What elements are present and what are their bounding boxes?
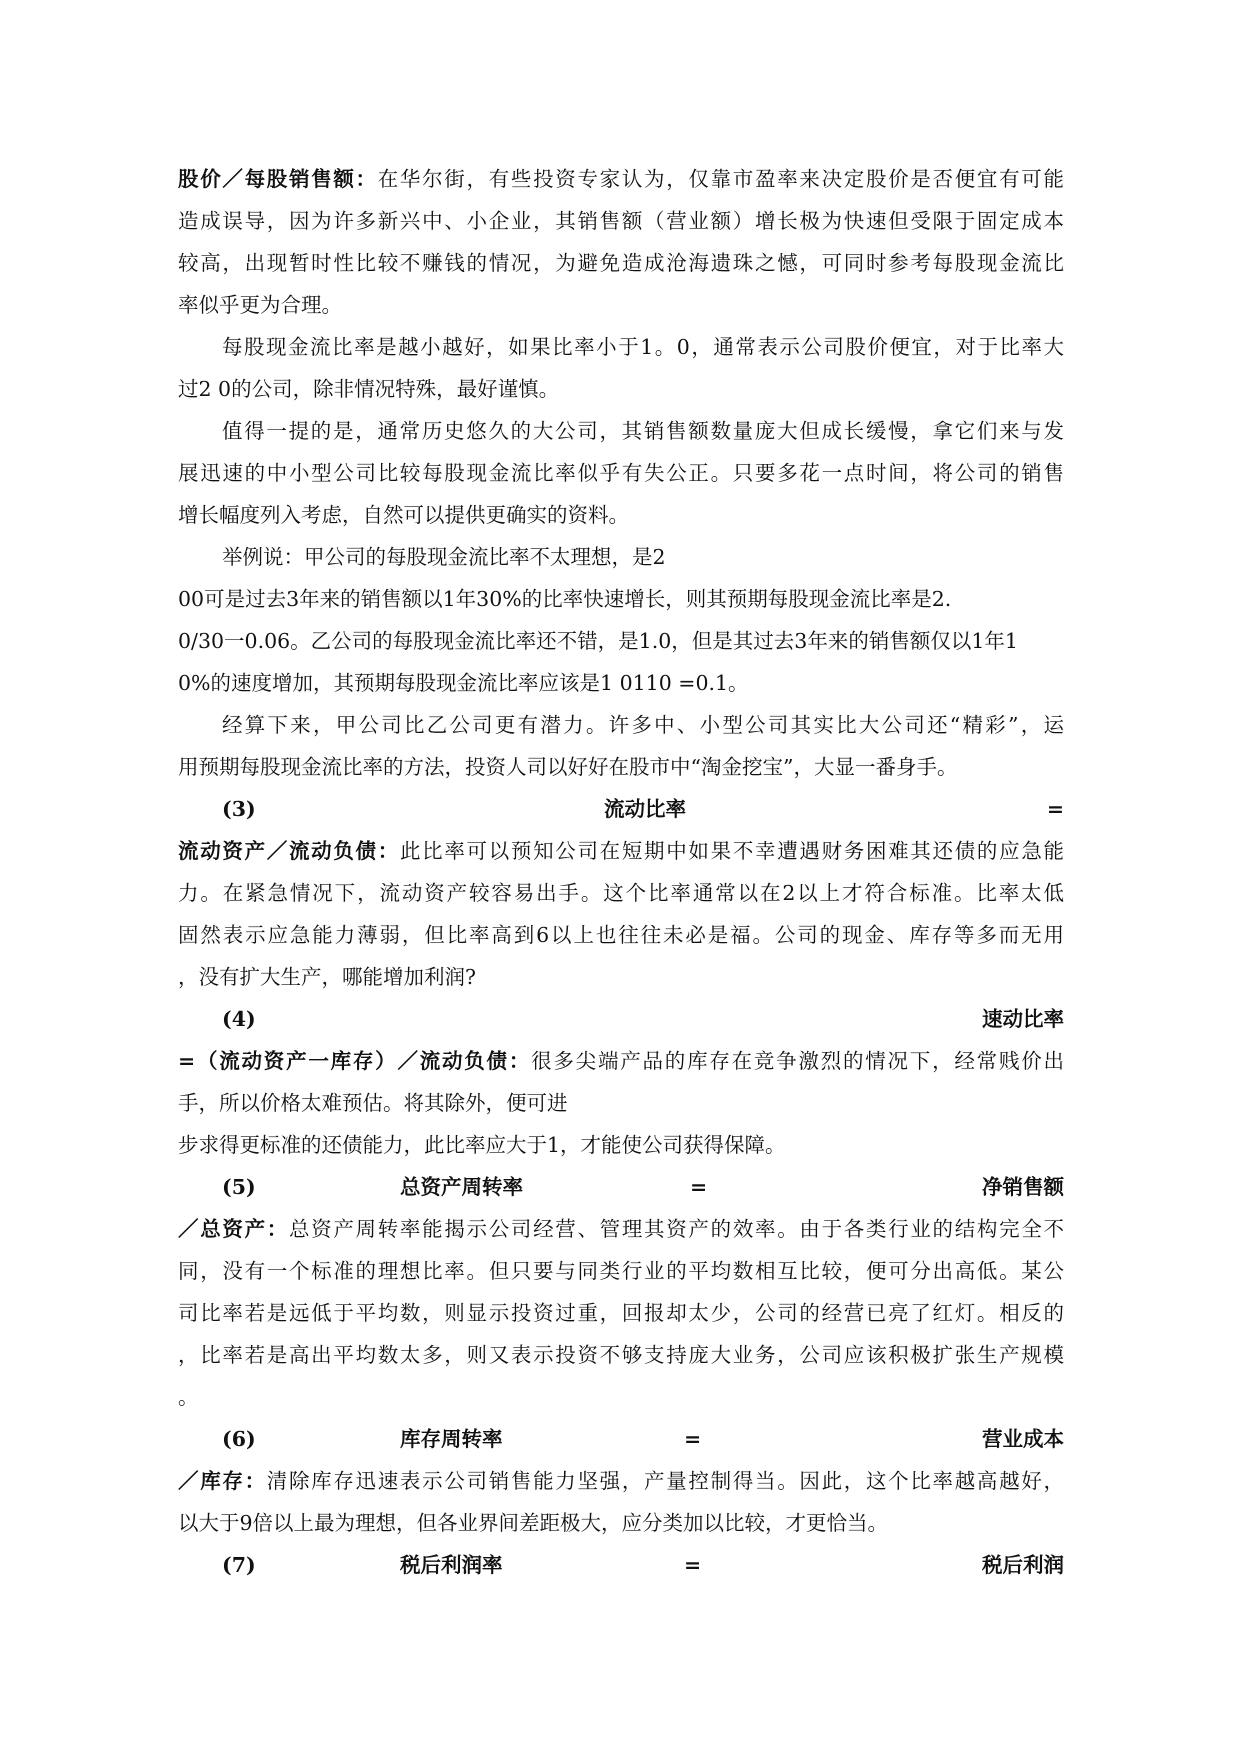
paragraph-line: 增长幅度列入考虑，自然可以提供更确实的资料。 <box>178 503 629 527</box>
formula-name: 库存周转率 <box>400 1427 503 1451</box>
paragraph-line: 用预期每股现金流比率的方法，投资人司以好好在股市中“淘金挖宝”，大显一番身手。 <box>178 755 958 779</box>
paragraph-line: 以大于9倍以上最为理想，但各业界间差距极大，应分类加以比较，才更恰当。 <box>178 1511 889 1535</box>
formula-number: (4) <box>222 1007 256 1031</box>
formula-row-5 <box>178 1166 1064 1208</box>
formula-number: (6) <box>222 1427 256 1451</box>
term-heading: 股价／每股销售额： <box>178 167 378 191</box>
formula-row-3 <box>178 788 1064 830</box>
formula-name: 流动比率 <box>604 797 686 821</box>
paragraph-line: 同，没有一个标准的理想比率。但只要与同类行业的平均数相互比较，便可分出高低。某公 <box>178 1259 1064 1283</box>
formula-name: 总资产周转率 <box>400 1175 523 1199</box>
formula-right-term: 净销售额 <box>982 1175 1064 1199</box>
term-heading: =（流动资产一库存）／流动负债： <box>178 1049 532 1073</box>
paragraph-line: 步求得更标准的还债能力，此比率应大于1，才能使公司获得保障。 <box>178 1133 786 1157</box>
formula-equals: = <box>690 1175 708 1199</box>
formula-equals: = <box>1046 797 1064 821</box>
paragraph-line: 展迅速的中小型公司比较每股现金流比率似乎有失公正。只要多花一点时间，将公司的销售 <box>178 461 1064 485</box>
paragraph-line: 0/30一0.06。乙公司的每股现金流比率还不错，是1.0，但是其过去3年来的销售额仅以1年1 <box>178 629 1018 653</box>
formula-row-6 <box>178 1418 1064 1460</box>
paragraph-line: 固然表示应急能力薄弱，但比率高到6以上也往往未必是福。公司的现金、库存等多而无用 <box>178 923 1064 947</box>
formula-number: (3) <box>222 797 256 821</box>
paragraph-line: ，比率若是高出平均数太多，则又表示投资不够支持庞大业务，公司应该积极扩张生产规模 <box>178 1343 1064 1367</box>
paragraph-line: 。 <box>178 1385 199 1409</box>
term-heading: ／库存： <box>178 1469 267 1493</box>
paragraph-line: 00可是过去3年来的销售额以1年30%的比率快速增长，则其预期每股现金流比率是2. <box>178 587 952 611</box>
paragraph-line: ／库存：清除库存迅速表示公司销售能力坚强，产量控制得当。因此，这个比率越高越好， <box>178 1469 1065 1493</box>
term-heading: 流动资产／流动负债： <box>178 839 400 863</box>
paragraph-line: 司比率若是远低于平均数，则显示投资过重，回报却太少，公司的经营已亮了红灯。相反的 <box>178 1301 1064 1325</box>
paragraph-line: 经算下来，甲公司比乙公司更有潜力。许多中、小型公司其实比大公司还“精彩”，运 <box>222 713 1064 737</box>
paragraph-line: 每股现金流比率是越小越好，如果比率小于1。0，通常表示公司股价便宜，对于比率大 <box>222 335 1064 359</box>
formula-number: (5) <box>222 1175 256 1199</box>
paragraph-line: 流动资产／流动负债：此比率可以预知公司在短期中如果不幸遭遇财务困难其还债的应急能 <box>178 839 1065 863</box>
formula-name: 速动比率 <box>982 1007 1064 1031</box>
paragraph-line: ，没有扩大生产，哪能增加利润? <box>178 965 476 989</box>
paragraph-line: =（流动资产一库存）／流动负债：很多尖端产品的库存在竞争激烈的情况下，经常贱价出 <box>178 1049 1065 1073</box>
formula-right-term: 税后利润 <box>982 1553 1064 1577</box>
formula-row-4 <box>178 998 1064 1040</box>
paragraph-line: 手，所以价格太难预估。将其除外，便可进 <box>178 1091 568 1115</box>
paragraph-line: 率似乎更为合理。 <box>178 293 342 317</box>
paragraph-line: 0%的速度增加，其预期每股现金流比率应该是1 0110 =0.1。 <box>178 671 749 695</box>
paragraph-line: 力。在紧急情况下，流动资产较容易出手。这个比率通常以在2以上才符合标准。比率太低 <box>178 881 1064 905</box>
paragraph-line: ／总资产：总资产周转率能揭示公司经营、管理其资产的效率。由于各类行业的结构完全不 <box>178 1217 1065 1241</box>
term-heading: ／总资产： <box>178 1217 289 1241</box>
formula-equals: = <box>684 1427 702 1451</box>
paragraph-line: 较高，出现暂时性比较不赚钱的情况，为避免造成沧海遗珠之憾，可同时参考每股现金流比 <box>178 251 1064 275</box>
formula-number: (7) <box>222 1553 256 1577</box>
formula-row-7 <box>178 1544 1064 1586</box>
paragraph-line: 值得一提的是，通常历史悠久的大公司，其销售额数量庞大但成长缓慢，拿它们来与发 <box>222 419 1064 443</box>
paragraph-line: 股价／每股销售额：在华尔街，有些投资专家认为，仅靠市盈率来决定股价是否便宜有可能 <box>178 167 1065 191</box>
formula-right-term: 营业成本 <box>982 1427 1064 1451</box>
paragraph-line: 过2 0的公司，除非情况特殊，最好谨慎。 <box>178 377 560 401</box>
document-page <box>178 158 1064 1586</box>
formula-name: 税后利润率 <box>400 1553 503 1577</box>
paragraph-line: 造成误导，因为许多新兴中、小企业，其销售额（营业额）增长极为快速但受限于固定成本 <box>178 209 1064 233</box>
formula-equals: = <box>684 1553 702 1577</box>
paragraph-line: 举例说：甲公司的每股现金流比率不太理想，是2 <box>222 545 666 569</box>
